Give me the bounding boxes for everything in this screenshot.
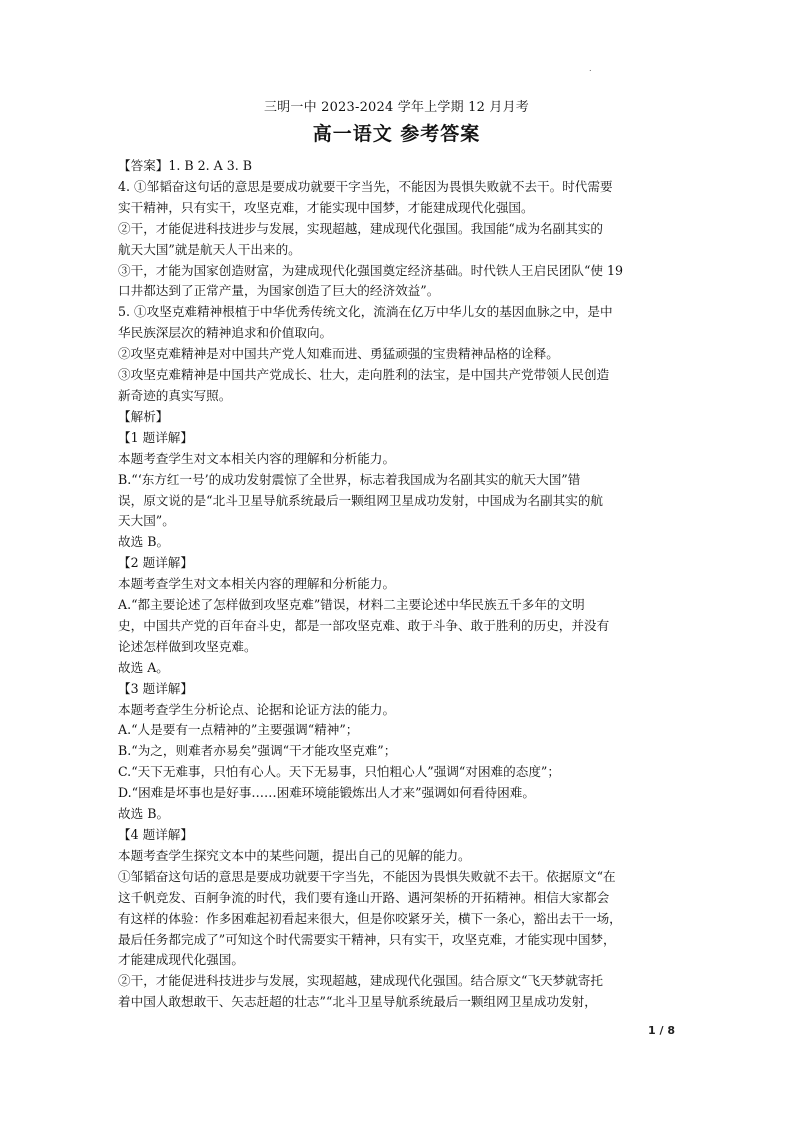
text-line: C.“天下无难事，只怕有心人。天下无易事，只怕粗心人”强调“对困难的态度”； (118, 764, 560, 780)
text-line: 新奇迹的真实写照。 (118, 387, 232, 403)
text-line: 才能建成现代化强国。 (118, 952, 244, 968)
corner-mark: . (589, 64, 592, 73)
text-line: 论述怎样做到攻坚克难。 (118, 638, 257, 654)
text-line: ②干，才能促进科技进步与发展，实现超越，建成现代化强国。我国能“成为名副其实的 (118, 220, 604, 236)
text-line: A.“人是要有一点精神的”主要强调“精神”； (118, 722, 359, 738)
text-line: ②干，才能促进科技进步与发展，实现超越，建成现代化强国。结合原文“飞天梦就寄托 (118, 973, 604, 989)
text-line: 最后任务都完成了”可知这个时代需要实干精神，只有实干，攻坚克难，才能实现中国梦， (118, 931, 616, 947)
text-line: 【2 题详解】 (118, 555, 193, 571)
text-line: 故选 B。 (118, 806, 170, 822)
text-line: B.“为之，则难者亦易矣”强调“干才能攻坚克难”； (118, 743, 397, 759)
text-line: 本题考查学生对文本相关内容的理解和分析能力。 (118, 450, 396, 466)
text-line: 实干精神，只有实干，攻坚克难，才能实现中国梦，才能建成现代化强国。 (118, 199, 534, 215)
text-line: ③攻坚克难精神是中国共产党成长、壮大，走向胜利的法宝，是中国共产党带领人民创造 (118, 367, 610, 383)
text-line: 【解析】 (118, 408, 169, 424)
text-line: B.“‘东方红一号’的成功发射震惊了全世界，标志着我国成为名副其实的航天大国”错 (118, 471, 581, 487)
text-line: 本题考查学生探究文本中的某些问题，提出自己的见解的能力。 (118, 847, 471, 863)
text-line: 故选 A。 (118, 659, 169, 675)
text-line: 天大国”。 (118, 513, 175, 529)
text-line: 这千帆竞发、百舸争流的时代，我们要有逢山开路、遇河架桥的开拓精神。相信大家都会 (118, 889, 610, 905)
exam-subtitle: 三明一中 2023-2024 学年上学期 12 月月考 (263, 100, 530, 115)
text-line: ②攻坚克难精神是对中国共产党人知难而进、勇猛顽强的宝贵精神品格的诠释。 (118, 346, 559, 362)
text-line: 本题考查学生分析论点、论据和论证方法的能力。 (118, 701, 396, 717)
text-line: D.“困难是坏事也是好事……困难环境能锻炼出人才来”强调如何看待困难。 (118, 785, 535, 801)
text-line: 着中国人敢想敢干、矢志赶超的壮志”“北斗卫星导航系统最后一颗组网卫星成功发射， (118, 994, 597, 1010)
text-line: 口井都达到了正常产量，为国家创造了巨大的经济效益”。 (118, 283, 440, 299)
text-line: 有这样的体验：作多困难起初看起来很大，但是你咬紧牙关，横下一条心，豁出去干一场， (118, 910, 622, 926)
text-line: ③干，才能为国家创造财富，为建成现代化强国奠定经济基础。时代铁人王启民团队“使 19 (118, 262, 624, 278)
text-line: 【1 题详解】 (118, 429, 193, 445)
answer-body (118, 156, 676, 1013)
text-line: 4. ①邹韬奋这句话的意思是要成功就要干字当先，不能因为畏惧失败就不去干。时代需要 (118, 178, 613, 194)
text-line: ①邹韬奋这句话的意思是要成功就要干字当先，不能因为畏惧失败就不去干。依据原文“在 (118, 868, 616, 884)
page-title: 高一语文 参考答案 (312, 123, 481, 145)
text-line: 本题考查学生对文本相关内容的理解和分析能力。 (118, 576, 396, 592)
text-line: 5. ①攻坚克难精神根植于中华优秀传统文化，流淌在亿万中华儿女的基因血脉之中，是中 (118, 304, 613, 320)
text-line: 航天大国”就是航天人干出来的。 (118, 241, 301, 257)
text-line: 【4 题详解】 (118, 827, 193, 842)
text-line: 误，原文说的是“北斗卫星导航系统最后一颗组网卫星成功发射，中国成为名副其实的航 (118, 492, 604, 508)
text-line: A.“都主要论述了怎样做到攻坚克难”错误，材料二主要论述中华民族五千多年的文明 (118, 597, 585, 613)
text-line: 【答案】1. B 2. A 3. B (118, 158, 253, 173)
text-line: 【3 题详解】 (118, 680, 193, 696)
text-line: 史，中国共产党的百年奋斗史，都是一部攻坚克难、敢于斗争、敢于胜利的历史，并没有 (118, 617, 610, 633)
page-number: 1 / 8 (648, 1024, 675, 1037)
text-line: 华民族深层次的精神追求和价值取向。 (118, 325, 333, 341)
text-line: 故选 B。 (118, 534, 170, 550)
